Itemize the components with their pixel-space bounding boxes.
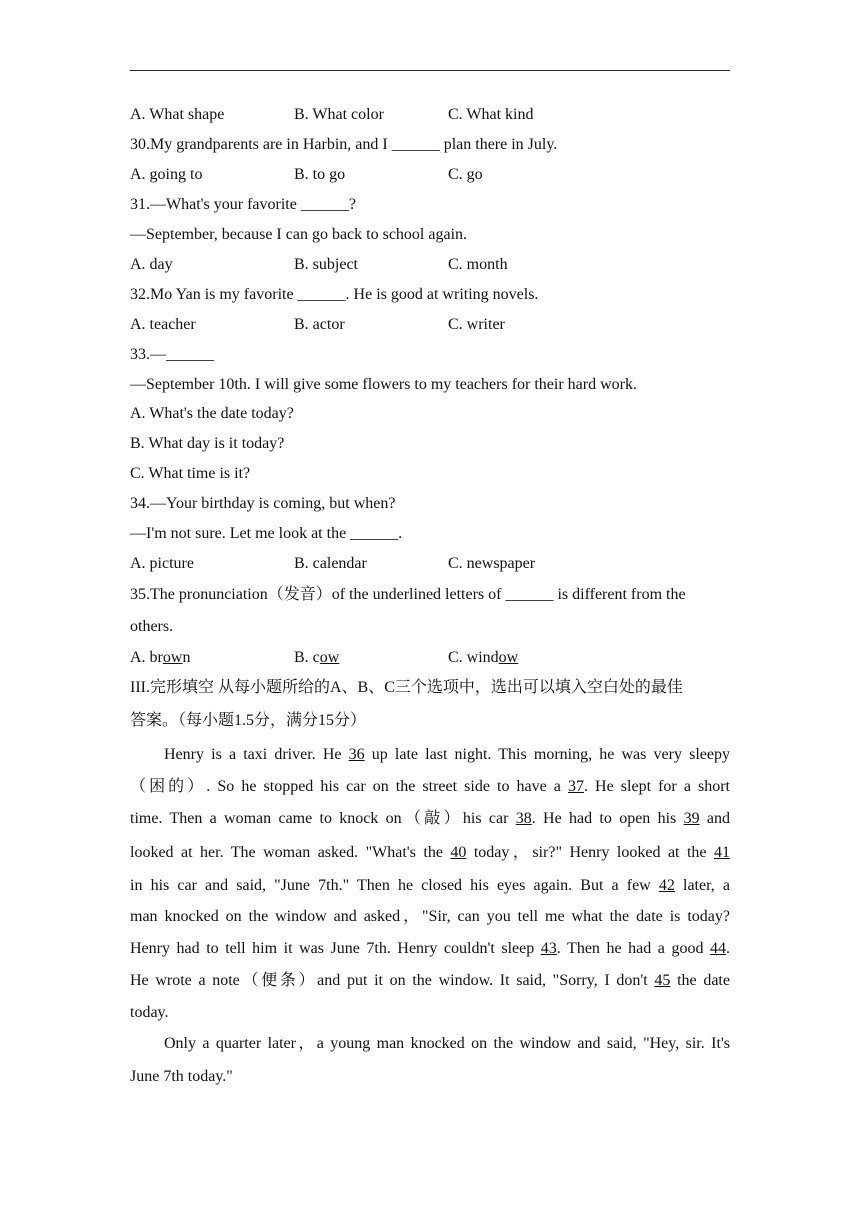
q30-option-c: C. go bbox=[448, 166, 483, 183]
q30-option-a: A. going to bbox=[130, 166, 203, 183]
q35-option-c bbox=[448, 648, 518, 668]
passage-text: Henry had to tell him it was June 7th. Henry couldn't sleep bbox=[130, 940, 541, 957]
blank-number: 45 bbox=[654, 972, 671, 989]
passage-line bbox=[130, 843, 730, 863]
q35-option-a bbox=[130, 648, 190, 668]
passage-line bbox=[130, 971, 730, 991]
q35-stem-line2: others. bbox=[130, 618, 174, 635]
passage-text: up late last night. This morning, he was very sleepy bbox=[364, 746, 730, 763]
passage-text: the date bbox=[670, 972, 730, 989]
passage-text: . He slept for a short bbox=[583, 778, 730, 795]
blank-number: 36 bbox=[348, 746, 365, 763]
q35-b-underlined: ow bbox=[319, 649, 340, 666]
passage-line bbox=[130, 745, 730, 765]
q29-option-b: B. What color bbox=[294, 106, 384, 123]
q30-stem: 30.My grandparents are in Harbin, and I ______ plan there in July. bbox=[130, 136, 558, 153]
q34-reply: —I'm not sure. Let me look at the ______. bbox=[130, 525, 403, 542]
q35-stem-line1: 35.The pronunciation（发音）of the underlined letters of ______ is different from the bbox=[130, 586, 686, 603]
q35-c-pre: C. wind bbox=[448, 649, 499, 666]
q32-option-b: B. actor bbox=[294, 316, 345, 333]
passage-text: and bbox=[699, 810, 730, 827]
blank-number: 39 bbox=[683, 810, 700, 827]
blank-number: 38 bbox=[515, 810, 532, 827]
section3-heading-line2: 答案。（每小题1.5分，满分15分） bbox=[130, 712, 367, 729]
q35-option-b bbox=[294, 648, 339, 668]
passage-text: . He had to open his bbox=[531, 810, 684, 827]
blank-number: 41 bbox=[714, 844, 730, 861]
passage-text: （困的）. So he stopped his car on the street side to have a bbox=[130, 778, 568, 795]
passage-text: today，sir?" Henry looked at the bbox=[466, 844, 714, 861]
q29-option-a: A. What shape bbox=[130, 106, 225, 123]
passage-text: Henry is a taxi driver. He bbox=[164, 746, 349, 763]
q32-stem: 32.Mo Yan is my favorite ______. He is good at writing novels. bbox=[130, 286, 539, 303]
q31-option-a: A. day bbox=[130, 256, 173, 273]
q34-option-b: B. calendar bbox=[294, 555, 367, 572]
passage-line bbox=[130, 1003, 730, 1023]
q33-reply: —September 10th. I will give some flowers to my teachers for their hard work. bbox=[130, 376, 637, 393]
passage-line bbox=[130, 907, 730, 927]
passage-line bbox=[130, 777, 730, 797]
section3-heading-line1: III.完形填空 从每小题所给的A、B、C三个选项中，选出可以填入空白处的最佳 bbox=[130, 679, 683, 696]
passage-text: . bbox=[726, 940, 731, 957]
passage-line bbox=[130, 876, 730, 896]
passage-text: Only a quarter later，a young man knocked on the window and said, "Hey, sir. It's bbox=[164, 1035, 730, 1052]
passage-line bbox=[130, 1034, 730, 1054]
passage-text: . Then he had a good bbox=[556, 940, 711, 957]
q33-option-c: C. What time is it? bbox=[130, 465, 251, 482]
q34-stem: 34.—Your birthday is coming, but when? bbox=[130, 495, 396, 512]
blank-number: 43 bbox=[540, 940, 557, 957]
blank-number: 42 bbox=[658, 877, 675, 894]
q33-option-b: B. What day is it today? bbox=[130, 435, 285, 452]
q35-b-pre: B. c bbox=[294, 649, 320, 666]
blank-number: 40 bbox=[450, 844, 467, 861]
q35-a-post: n bbox=[182, 649, 191, 666]
q29-option-c: C. What kind bbox=[448, 106, 534, 123]
q33-stem: 33.—______ bbox=[130, 346, 214, 363]
passage-text: in his car and said, "June 7th." Then he closed his eyes again. But a few bbox=[130, 877, 659, 894]
passage-line bbox=[130, 939, 730, 959]
passage-line bbox=[130, 809, 730, 829]
q31-option-b: B. subject bbox=[294, 256, 358, 273]
passage-line bbox=[130, 1067, 730, 1087]
passage-text: today. bbox=[130, 1004, 169, 1021]
blank-number: 44 bbox=[710, 940, 727, 957]
q31-stem: 31.—What's your favorite ______? bbox=[130, 196, 356, 213]
q34-option-c: C. newspaper bbox=[448, 555, 536, 572]
passage-text: time. Then a woman came to knock on（敲）his car bbox=[130, 810, 516, 827]
q34-option-a: A. picture bbox=[130, 555, 194, 572]
passage-text: man knocked on the window and asked，"Sir, can you tell me what the date is today? bbox=[130, 908, 730, 925]
q35-a-underlined: ow bbox=[162, 649, 183, 666]
passage-text: June 7th today." bbox=[130, 1068, 233, 1085]
q32-option-a: A. teacher bbox=[130, 316, 196, 333]
q35-a-pre: A. br bbox=[130, 649, 163, 666]
passage-text: later, a bbox=[674, 877, 731, 894]
q31-reply: —September, because I can go back to school again. bbox=[130, 226, 468, 243]
blank-number: 37 bbox=[567, 778, 584, 795]
passage-text: looked at her. The woman asked. "What's the bbox=[130, 844, 451, 861]
q30-option-b: B. to go bbox=[294, 166, 346, 183]
passage-text: He wrote a note（便条）and put it on the window. It said, "Sorry, I don't bbox=[130, 972, 655, 989]
header-rule bbox=[130, 70, 730, 71]
q35-c-underlined: ow bbox=[498, 649, 519, 666]
q33-option-a: A. What's the date today? bbox=[130, 405, 294, 422]
q32-option-c: C. writer bbox=[448, 316, 505, 333]
q31-option-c: C. month bbox=[448, 256, 508, 273]
